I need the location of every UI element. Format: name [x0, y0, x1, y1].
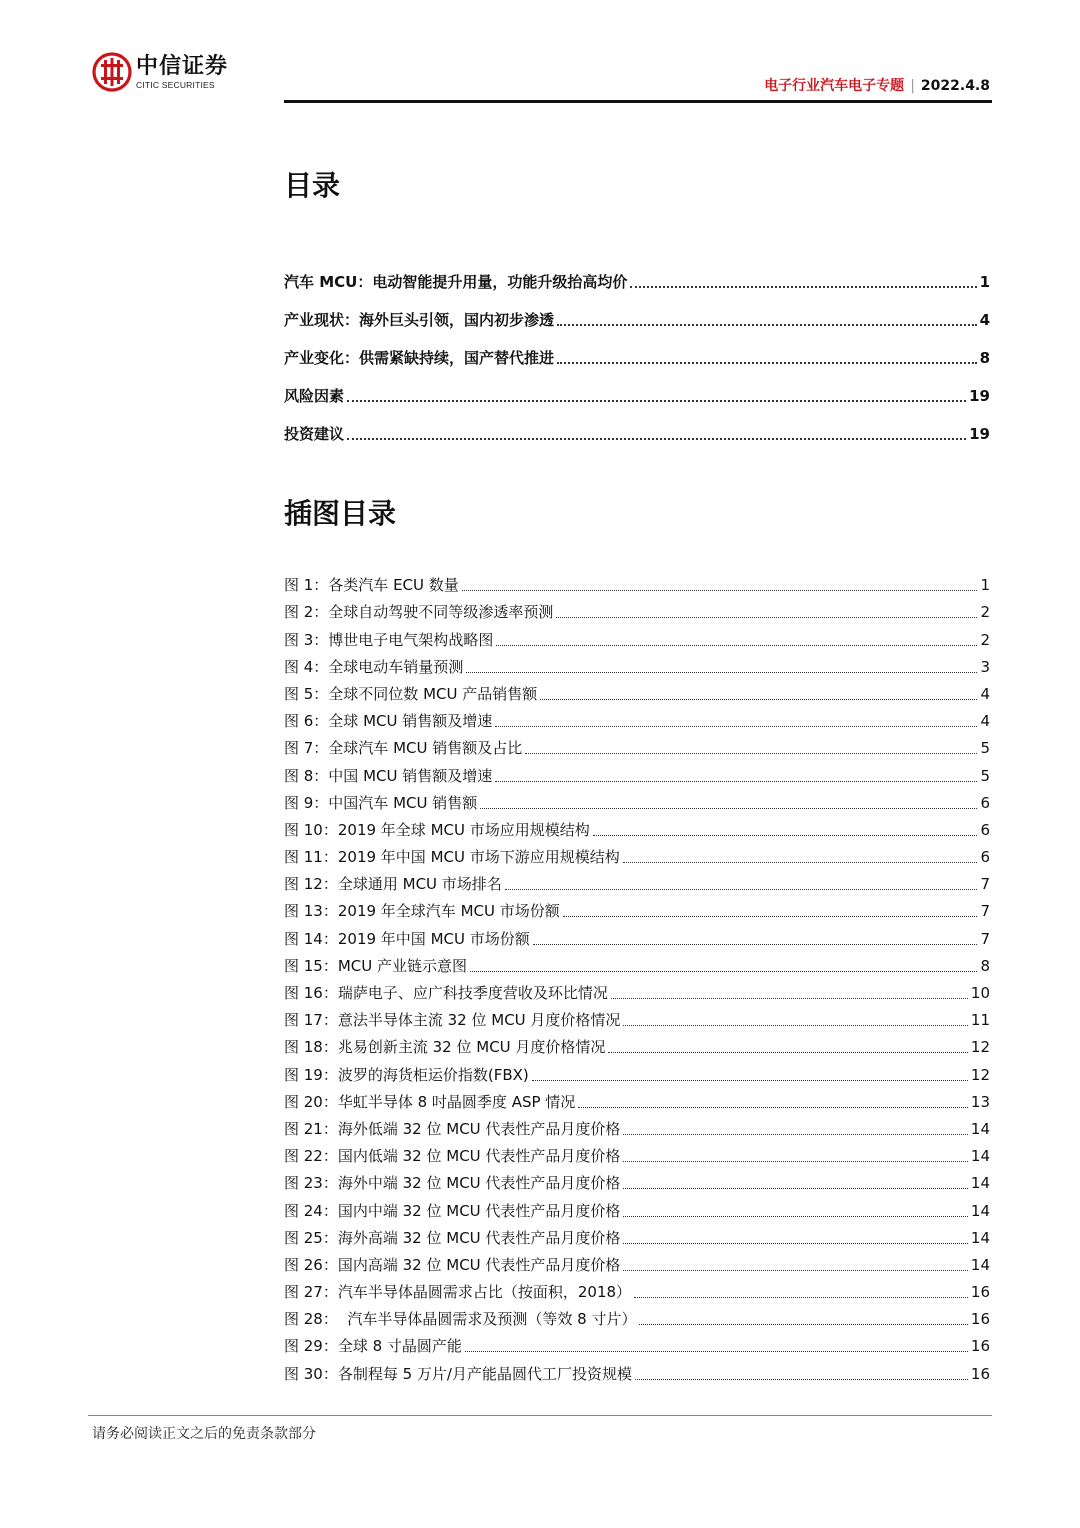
footer-divider [88, 1415, 992, 1416]
figure-entry-label: 图 26：国内高端 32 位 MCU 代表性产品月度价格 [284, 1255, 621, 1274]
footer-disclaimer: 请务必阅读正文之后的免责条款部分 [92, 1426, 316, 1442]
figure-entry-label: 图 15：MCU 产业链示意图 [284, 956, 468, 975]
dot-leader [623, 1187, 967, 1189]
figure-entry-label: 图 30：各制程每 5 万片/月产能晶圆代工厂投资规模 [284, 1364, 632, 1383]
dot-leader [623, 1215, 967, 1217]
figure-entry[interactable] [284, 814, 990, 841]
figure-entry[interactable] [284, 1058, 990, 1085]
figure-entry[interactable] [284, 1004, 990, 1031]
figure-entry[interactable] [284, 623, 990, 650]
report-date: 2022.4.8 [920, 78, 990, 94]
logo-chinese-name: 中信证券 [136, 53, 229, 79]
dot-leader [347, 399, 966, 402]
figure-entry-page-number: 14 [970, 1119, 990, 1138]
dot-leader [611, 997, 968, 999]
figure-entry[interactable] [284, 596, 990, 623]
figure-entry-page-number: 12 [970, 1038, 990, 1057]
figure-entry-label: 图 6：全球 MCU 销售额及增速 [284, 712, 493, 731]
figure-entry-label: 图 9：中国汽车 MCU 销售额 [284, 793, 478, 812]
dot-leader [465, 1350, 968, 1352]
meta-separator: | [910, 78, 915, 94]
dot-leader [623, 1133, 967, 1135]
toc-entry-page-number: 19 [969, 425, 990, 443]
toc-title: 目录 [284, 169, 341, 202]
dot-leader [635, 1378, 968, 1380]
page-header [92, 52, 992, 104]
toc-entry[interactable] [284, 369, 990, 407]
citic-logo-icon [92, 52, 132, 92]
figure-entry-page-number: 4 [980, 712, 990, 731]
figure-entry-page-number: 16 [970, 1310, 990, 1329]
logo-english-name: CITIC SECURITIES [136, 79, 215, 90]
dot-leader [630, 285, 976, 288]
figure-entry[interactable] [284, 787, 990, 814]
figure-entry[interactable] [284, 1140, 990, 1167]
dot-leader [462, 589, 978, 591]
toc-entry[interactable] [284, 331, 990, 369]
dot-leader [480, 807, 977, 809]
figure-entry-label: 图 16：瑞萨电子、应广科技季度营收及环比情况 [284, 984, 608, 1002]
figure-entry[interactable] [284, 1167, 990, 1194]
figure-entry[interactable] [284, 950, 990, 977]
figure-entry[interactable] [284, 1194, 990, 1221]
dot-leader [525, 752, 977, 754]
figure-entry-label: 图 18：兆易创新主流 32 位 MCU 月度价格情况 [284, 1038, 606, 1057]
figure-entry-label: 图 10：2019 年全球 MCU 市场应用规模结构 [284, 820, 590, 839]
dot-leader [466, 671, 977, 673]
figure-entry-page-number: 2 [980, 603, 990, 622]
figure-entry-label: 图 2：全球自动驾驶不同等级渗透率预测 [284, 603, 554, 622]
company-logo [92, 52, 228, 92]
figure-entry[interactable] [284, 1222, 990, 1249]
dot-leader [639, 1323, 967, 1325]
figure-entry-label: 图 5：全球不同位数 MCU 产品销售额 [284, 684, 538, 703]
figure-entry-page-number: 3 [980, 657, 990, 676]
figure-entry[interactable] [284, 651, 990, 678]
figure-entry-page-number: 13 [970, 1092, 990, 1111]
figures-toc-list [284, 569, 990, 1385]
figure-entry-page-number: 7 [980, 875, 990, 894]
dot-leader [505, 888, 978, 890]
report-topic: 电子行业汽车电子专题 [764, 78, 905, 94]
dot-leader [623, 1242, 967, 1244]
figure-entry[interactable] [284, 678, 990, 705]
report-meta [764, 76, 990, 96]
figure-entry-label: 图 19：波罗的海货柜运价指数(FBX) [284, 1065, 529, 1084]
dot-leader [623, 861, 978, 863]
figure-entry[interactable] [284, 977, 990, 1004]
figure-entry[interactable] [284, 1113, 990, 1140]
toc-entry[interactable] [284, 293, 990, 331]
figure-entry[interactable] [284, 1031, 990, 1058]
figure-entry[interactable] [284, 705, 990, 732]
dot-leader [593, 834, 978, 836]
figure-entry-label: 图 7：全球汽车 MCU 销售额及占比 [284, 739, 523, 758]
toc-entry-page-number: 1 [979, 273, 990, 291]
dot-leader [563, 915, 978, 917]
figure-entry-label: 图 23：海外中端 32 位 MCU 代表性产品月度价格 [284, 1174, 621, 1193]
toc-entry-label: 产业现状：海外巨头引领，国内初步渗透 [284, 311, 555, 329]
figure-entry-label: 图 11：2019 年中国 MCU 市场下游应用规模结构 [284, 848, 620, 867]
dot-leader [623, 1024, 967, 1026]
figure-entry[interactable] [284, 1303, 990, 1330]
figure-entry-label: 图 20：华虹半导体 8 吋晶圆季度 ASP 情况 [284, 1092, 576, 1111]
figure-entry-page-number: 11 [970, 1011, 990, 1030]
figure-entry-page-number: 16 [970, 1337, 990, 1356]
figure-entry-label: 图 13：2019 年全球汽车 MCU 市场份额 [284, 902, 560, 921]
figure-entry-label: 图 14：2019 年中国 MCU 市场份额 [284, 929, 530, 948]
figure-entry[interactable] [284, 732, 990, 759]
figures-toc-title: 插图目录 [284, 497, 397, 530]
toc-entry-page-number: 19 [969, 387, 990, 405]
dot-leader [347, 437, 966, 440]
figure-entry-label: 图 8：中国 MCU 销售额及增速 [284, 766, 493, 785]
figure-entry-label: 图 17：意法半导体主流 32 位 MCU 月度价格情况 [284, 1011, 621, 1030]
figure-entry-page-number: 10 [970, 984, 990, 1002]
toc-entry-label: 风险因素 [284, 387, 345, 405]
dot-leader [556, 616, 977, 618]
figure-entry-page-number: 5 [980, 766, 990, 785]
figure-entry-page-number: 14 [970, 1228, 990, 1247]
figure-entry-page-number: 16 [970, 1364, 990, 1383]
dot-leader [495, 780, 977, 782]
figure-entry-page-number: 7 [980, 929, 990, 948]
dot-leader [557, 361, 977, 364]
dot-leader [634, 1296, 968, 1298]
figure-entry-page-number: 16 [970, 1283, 990, 1302]
figure-entry[interactable] [284, 922, 990, 949]
figure-entry[interactable] [284, 841, 990, 868]
figure-entry-label: 图 27：汽车半导体晶圆需求占比（按面积，2018） [284, 1283, 632, 1302]
toc-entry-page-number: 8 [979, 349, 990, 367]
figure-entry-page-number: 14 [970, 1201, 990, 1220]
figure-entry-label: 图 21：海外低端 32 位 MCU 代表性产品月度价格 [284, 1119, 621, 1138]
figure-entry-page-number: 1 [980, 576, 990, 595]
dot-leader [533, 943, 978, 945]
toc-entry-label: 产业变化：供需紧缺持续，国产替代推进 [284, 349, 555, 367]
figure-entry[interactable] [284, 569, 990, 596]
dot-leader [608, 1051, 967, 1053]
figure-entry-page-number: 6 [980, 820, 990, 839]
figure-entry[interactable] [284, 1330, 990, 1357]
dot-leader [532, 1079, 968, 1081]
dot-leader [578, 1106, 968, 1108]
toc-list [284, 255, 990, 445]
figure-entry-label: 图 12：全球通用 MCU 市场排名 [284, 875, 502, 894]
toc-entry[interactable] [284, 407, 990, 445]
figure-entry-page-number: 7 [980, 902, 990, 921]
figure-entry-page-number: 14 [970, 1255, 990, 1274]
figure-entry-page-number: 14 [970, 1174, 990, 1193]
dot-leader [496, 644, 977, 646]
figure-entry[interactable] [284, 1249, 990, 1276]
toc-entry-label: 汽车 MCU：电动智能提升用量，功能升级抬高均价 [284, 273, 628, 291]
figure-entry-page-number: 6 [980, 793, 990, 812]
figure-entry-page-number: 4 [980, 684, 990, 703]
dot-leader [495, 725, 977, 727]
figure-entry-label: 图 4：全球电动车销量预测 [284, 657, 464, 676]
figure-entry-label: 图 3：博世电子电气架构战略图 [284, 630, 494, 649]
figure-entry[interactable] [284, 1276, 990, 1303]
figure-entry-label: 图 24：国内中端 32 位 MCU 代表性产品月度价格 [284, 1201, 621, 1220]
dot-leader [623, 1160, 967, 1162]
dot-leader [470, 970, 977, 972]
dot-leader [540, 698, 977, 700]
toc-entry[interactable] [284, 255, 990, 293]
figure-entry-label: 图 29：全球 8 寸晶圆产能 [284, 1337, 462, 1356]
figure-entry-label: 图 25：海外高端 32 位 MCU 代表性产品月度价格 [284, 1228, 621, 1247]
figure-entry-page-number: 2 [980, 630, 990, 649]
figure-entry-page-number: 14 [970, 1147, 990, 1166]
figure-entry[interactable] [284, 868, 990, 895]
figure-entry-page-number: 5 [980, 739, 990, 758]
toc-entry-label: 投资建议 [284, 425, 345, 443]
figure-entry-page-number: 6 [980, 848, 990, 867]
figure-entry[interactable] [284, 1086, 990, 1113]
header-divider [284, 100, 992, 103]
figure-entry[interactable] [284, 1357, 990, 1384]
toc-entry-page-number: 4 [979, 311, 990, 329]
figure-entry-label: 图 22：国内低端 32 位 MCU 代表性产品月度价格 [284, 1147, 621, 1166]
dot-leader [557, 323, 977, 326]
figure-entry-page-number: 12 [970, 1065, 990, 1084]
figure-entry-label: 图 1：各类汽车 ECU 数量 [284, 576, 459, 595]
figure-entry[interactable] [284, 759, 990, 786]
figure-entry[interactable] [284, 895, 990, 922]
figure-entry-page-number: 8 [980, 956, 990, 975]
figure-entry-label: 图 28： 汽车半导体晶圆需求及预测（等效 8 寸片） [284, 1310, 637, 1329]
dot-leader [623, 1269, 967, 1271]
